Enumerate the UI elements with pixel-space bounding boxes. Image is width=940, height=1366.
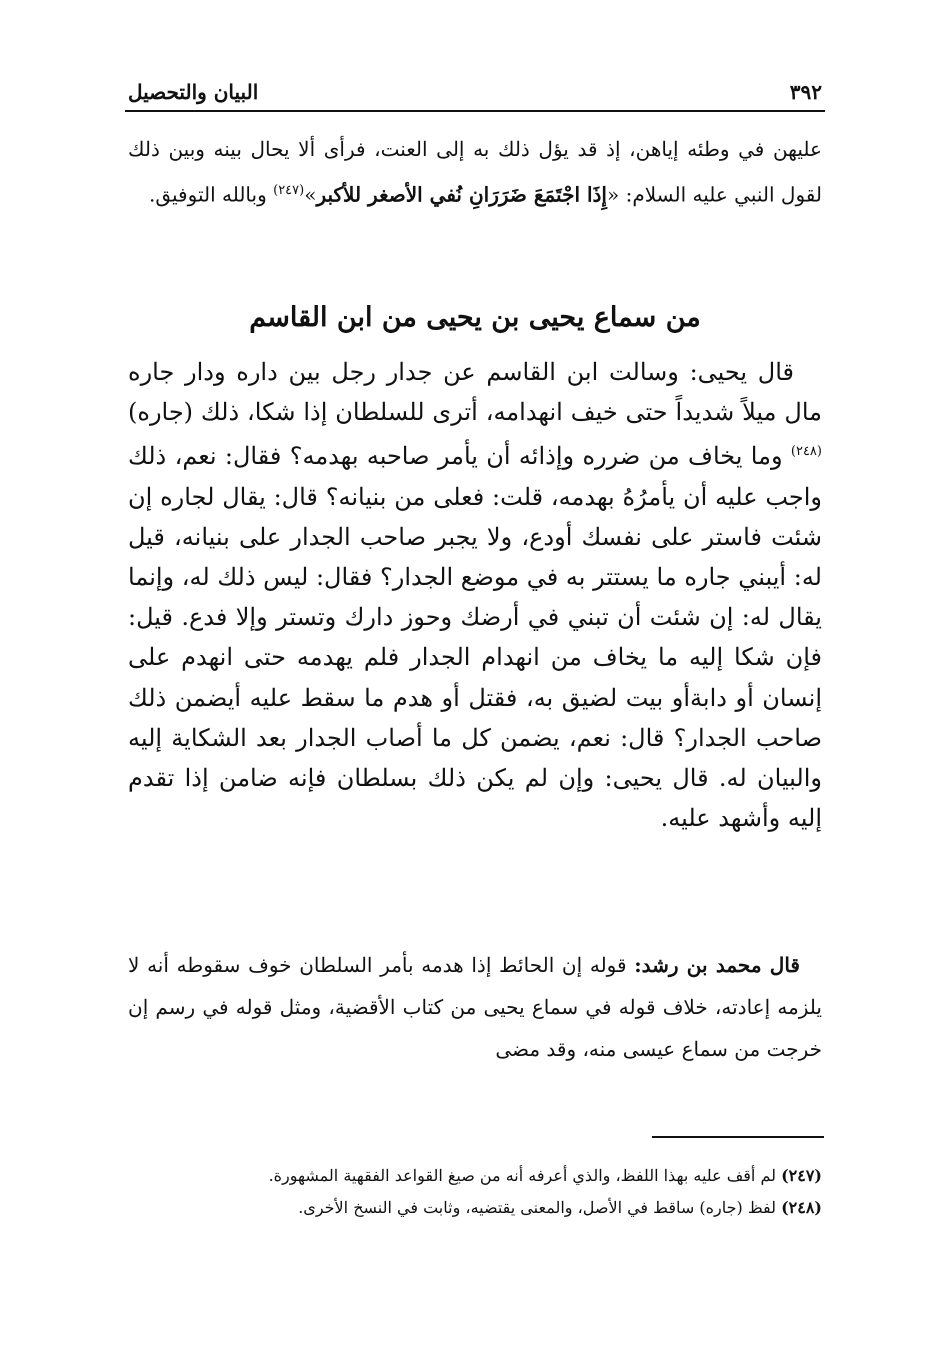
footnotes <box>128 1160 822 1224</box>
continuation-paragraph <box>128 128 822 216</box>
commentary-speaker: قال محمد بن رشد: <box>634 953 800 977</box>
footnote-text: لفظ (جاره) ساقط في الأصل، والمعنى يقتضيه، وثابت في النسخ الأخرى. <box>298 1198 782 1217</box>
main-text-part1: قال يحيى: وسالت ابن القاسم عن جدار رجل بين داره ودار جاره مال ميلاً شديداً حتى خيف انهدامه، أترى للسلطان إذا شكا، ذلك (جاره) <box>128 358 822 427</box>
running-header <box>128 70 822 104</box>
commentary-text: قوله إن الحائط إذا هدمه بأمر السلطان خوف سقوطه أنه لا يلزمه إعادته، خلاف قوله في سماع يحيى من كتاب الأقضية، ومثل قوله في رسم إن خرجت من سماع عيسى منه، وقد مضى <box>128 953 822 1061</box>
footnote-ref-247: (٢٤٧) <box>273 183 305 198</box>
paragraph-text: عليهن في وطئه إياهن، إذ قد يؤل ذلك به إلى العنت، فرأى ألا يحال بينه وبين ذلك لقول النبي عليه السلام: « <box>128 137 822 207</box>
page-number: ٣٩٢ <box>789 80 822 104</box>
section-title: من سماع يحيى بن يحيى من ابن القاسم <box>249 302 701 333</box>
footnote-ref-248: (٢٤٨) <box>790 444 822 460</box>
main-paragraph <box>128 352 822 838</box>
footnote-247 <box>128 1160 822 1192</box>
footnote-number: (٢٤٧) <box>781 1166 822 1185</box>
paragraph-end: وبالله التوفيق. <box>148 182 274 207</box>
footnote-248 <box>128 1192 822 1224</box>
commentary-paragraph <box>128 944 822 1070</box>
main-text-part2: وما يخاف من ضرره وإذائه أن يأمر صاحبه بهدمه؟ فقال: نعم، ذلك واجب عليه أن يأمرُهُ بهدمه، قلت: فعلى من بنيانه؟ قال: يقال لجاره إن شئت فاستر على نفسك أودع، ولا يجبر صاحب الجدار على بنيانه، قيل له: أيبني جاره ما يستتر به في موضع الجدار؟ فقال: ليس ذلك له، وإنما يقال له: إن شئت أن تبني في أرضك وحوز دارك وتستر وإلا فدع. قيل: فإن شكا إليه ما يخاف من انهدام الجدار فلم يهدمه حتى انهدم على إنسان أو دابةأو بيت لضيق به، فقتل أو هدم ما سقط عليه أيضمن ذلك صاحب الجدار؟ قال: نعم، يضمن كل ما أصاب الجدار بعد الشكاية إليه والبيان له. قال يحيى: وإن لم يكن ذلك بسلطان فإنه ضامن إذا تقدم إليه وأشهد عليه. <box>128 442 822 833</box>
footnote-number: (٢٤٨) <box>781 1198 822 1217</box>
hadith-quote: إِذَا اجْتَمَعَ ضَرَرَانِ نُفي الأصغر للأكبر <box>316 182 607 207</box>
footnote-divider <box>652 1136 824 1138</box>
quote-close: » <box>304 182 317 207</box>
book-title: البيان والتحصيل <box>128 80 259 104</box>
header-divider <box>125 110 825 112</box>
footnote-text: لم أقف عليه بهذا اللفظ، والذي أعرفه أنه من صيغ القواعد الفقهية المشهورة. <box>268 1166 782 1185</box>
